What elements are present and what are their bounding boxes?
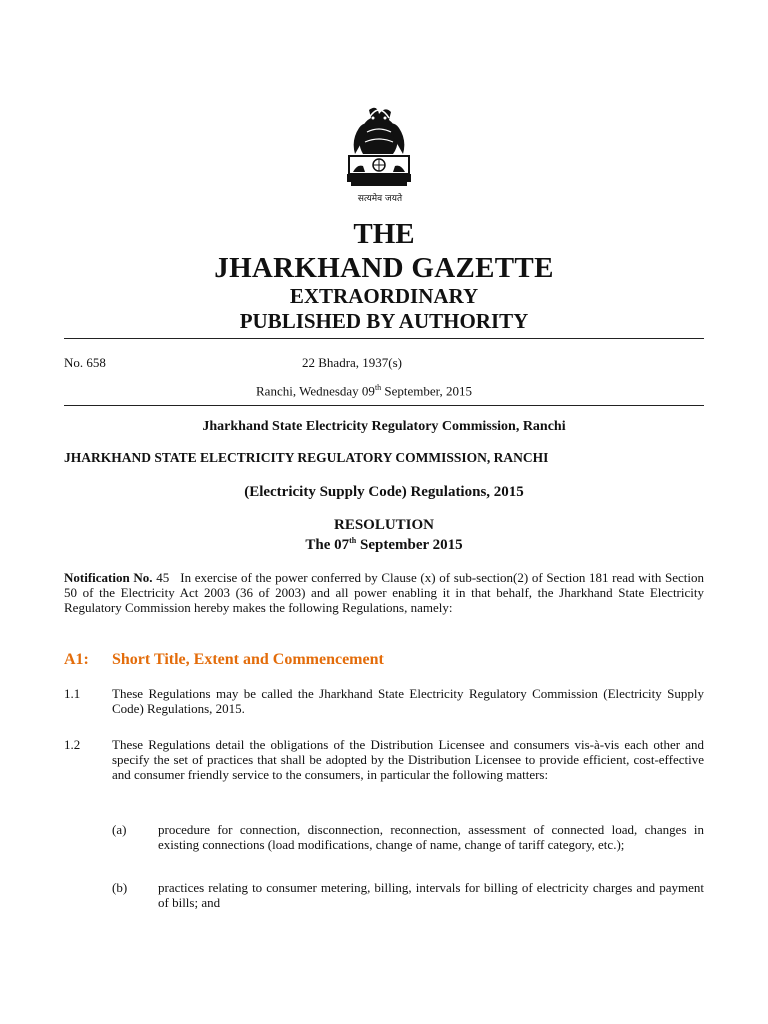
clause-1-2 — [64, 737, 704, 782]
commission-title: Jharkhand State Electricity Regulatory Commission, Ranchi — [202, 419, 566, 434]
resolution-heading: RESOLUTION — [333, 517, 435, 533]
notification-label: Notification No. — [64, 570, 153, 585]
subclause-b — [112, 880, 704, 910]
clause-1-1 — [64, 686, 704, 716]
masthead-gazette-title: JHARKHAND GAZETTE — [214, 252, 554, 284]
emblem-motto: सत्यमेव जयते — [357, 194, 403, 204]
national-emblem-icon — [339, 88, 419, 206]
subclause-label: (a) — [112, 822, 127, 837]
issue-number: No. 658 — [64, 355, 106, 370]
notification-paragraph — [64, 570, 708, 615]
section-title: Short Title, Extent and Commencement — [112, 651, 384, 668]
section-heading — [64, 651, 384, 669]
subclause-text: practices relating to consumer metering, billing, intervals for billing of electricity charges and payment of bills; and — [158, 880, 704, 910]
clause-text: These Regulations detail the obligations of the Distribution Licensee and consumers vis-à-vis each other and specify the set of practices that shall be adopted by the Distribution Licensee to provide efficient, cost-effective and consumer friendly service to the consumers, in particular the following matters: — [112, 737, 704, 782]
clause-text: These Regulations may be called the Jharkhand State Electricity Regulatory Commission (Electricity Supply Code) Regulations, 2015. — [112, 686, 704, 716]
subclause-text: procedure for connection, disconnection, reconnection, assessment of connected load, changes in existing connections (load modifications, change of name, change of tariff category, etc.); — [158, 822, 704, 852]
masthead-published-by-authority: PUBLISHED BY AUTHORITY — [239, 309, 529, 333]
resolution-date: The 07th September 2015 — [305, 536, 463, 553]
notification-number: 45 — [152, 570, 170, 585]
regulation-title: (Electricity Supply Code) Regulations, 2015 — [244, 484, 524, 500]
header-rule-bottom — [64, 405, 704, 406]
saka-date: 22 Bhadra, 1937(s) — [302, 355, 403, 370]
place-date: Ranchi, Wednesday 09th September, 2015 — [256, 383, 472, 399]
commission-title-caps: JHARKHAND STATE ELECTRICITY REGULATORY COMMISSION, RANCHI — [64, 450, 549, 465]
masthead-extraordinary: EXTRAORDINARY — [289, 284, 479, 308]
masthead-the: THE — [353, 218, 415, 250]
clause-number: 1.1 — [64, 686, 81, 701]
subclause-a — [112, 822, 704, 852]
section-number: A1: — [64, 651, 89, 668]
subclause-label: (b) — [112, 880, 128, 895]
header-rule-top — [64, 338, 704, 339]
clause-number: 1.2 — [64, 737, 81, 752]
notification-text: In exercise of the power conferred by Clause (x) of sub-section(2) of Section 181 read with Section 50 of the Electricity Act 2003 (36 of 2003) and all power enabling it in that behalf, the Jharkhand State Electricity Regulatory Commission hereby makes the following Regulations, namely: — [64, 570, 708, 615]
